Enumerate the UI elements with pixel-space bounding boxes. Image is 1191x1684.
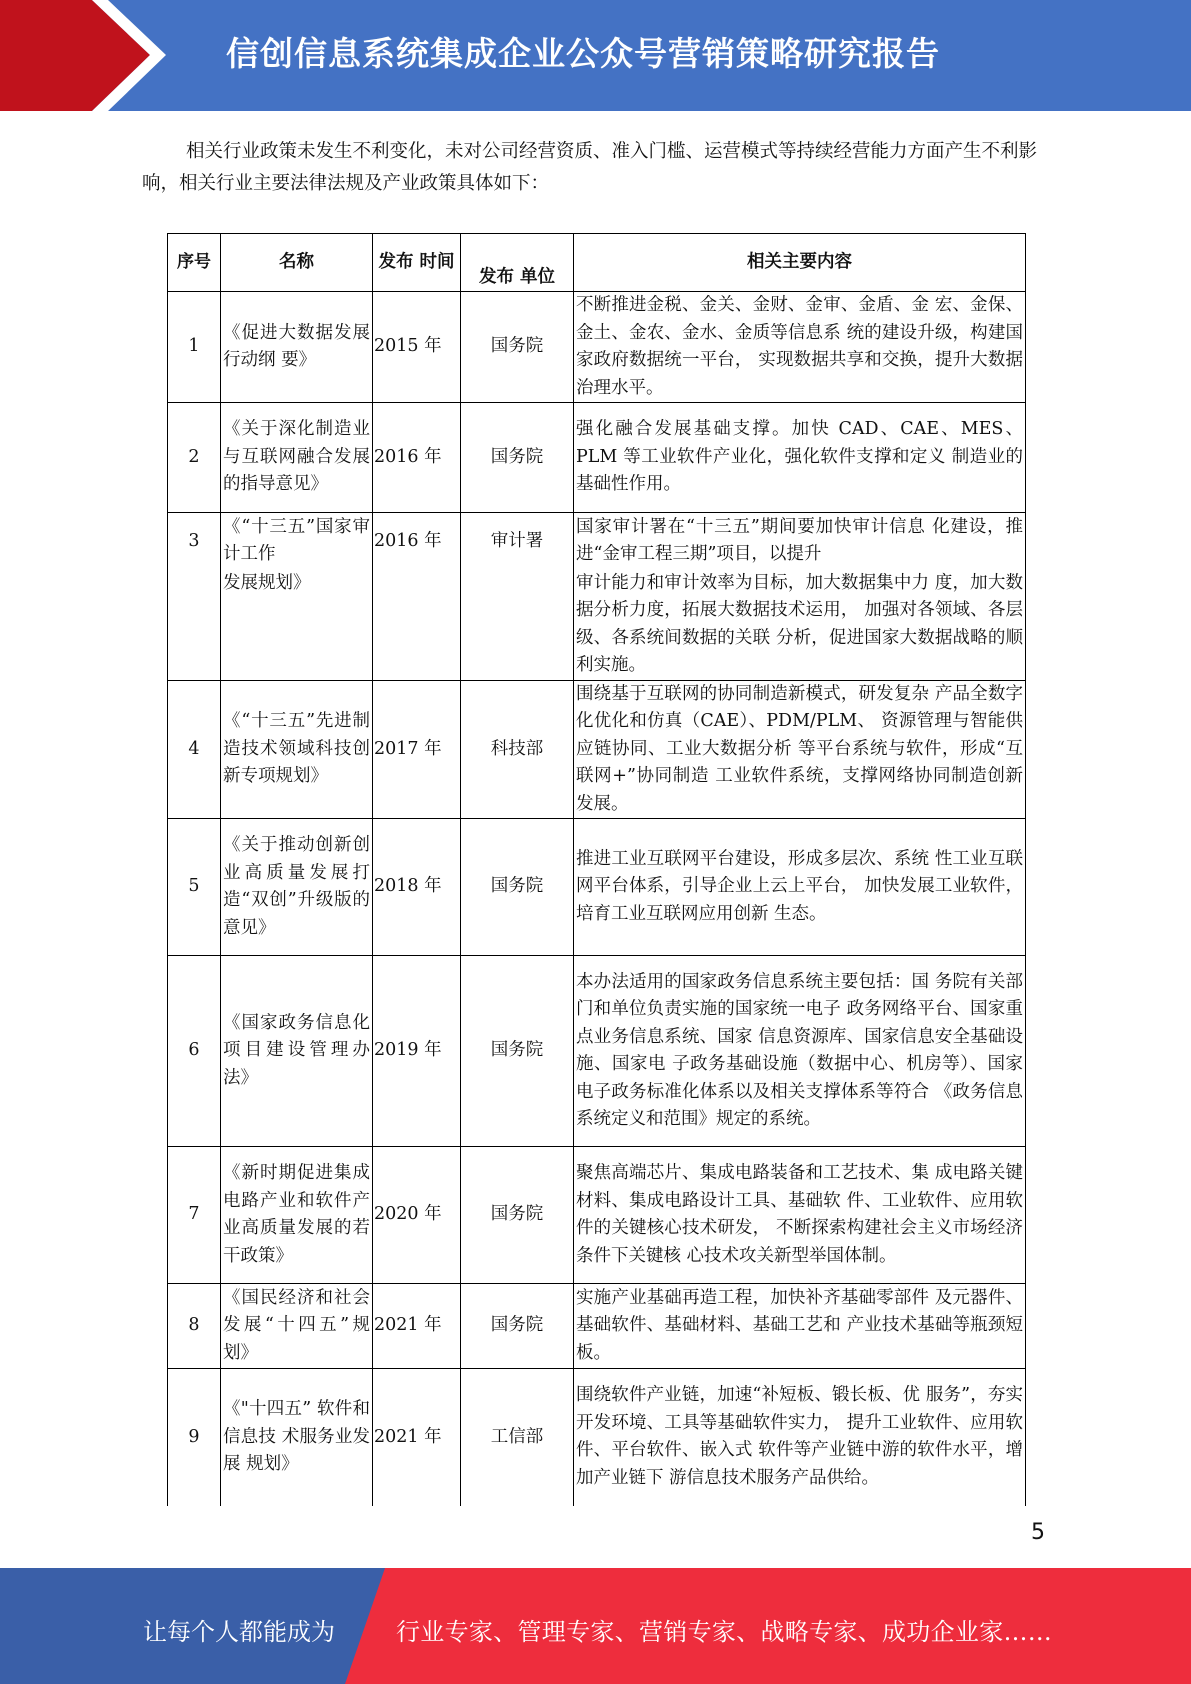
row-content: 推进工业互联网平台建设，形成多层次、系统 性工业互联网平台体系，引导企业上云上平台， 加快发展工业软件，培育工业互联网应用创新 生态。 <box>574 819 1026 956</box>
row-name: 《国民经济和社会发展“十四五”规划》 <box>221 1284 373 1369</box>
header-date: 发布 时间 <box>373 234 461 292</box>
row-unit: 国务院 <box>461 956 574 1147</box>
row-unit: 审计署 <box>461 513 574 570</box>
row-unit: 国务院 <box>461 1284 574 1369</box>
table-row <box>168 1147 1026 1284</box>
row-content: 不断推进金税、金关、金财、金审、金盾、金 宏、金保、金土、金农、金水、金质等信息系 统的建设升级，构建国家政府数据统一平台， 实现数据共享和交换，提升大数据治理水平。 <box>574 292 1026 403</box>
footer-slogan-right: 行业专家、管理专家、营销专家、战略专家、成功企业家…… <box>396 1618 1053 1646</box>
footer-slogan-left: 让每个人都能成为 <box>143 1618 335 1646</box>
row-unit: 国务院 <box>461 292 574 403</box>
row-content: 国家审计署在“十三五”期间要加快审计信息 化建设，推进“金审工程三期”项目，以提升 <box>574 513 1026 570</box>
table-header-row <box>168 234 1026 292</box>
row-seq: 2 <box>168 403 221 513</box>
header-seq: 序号 <box>168 234 221 292</box>
row-year: 2018 年 <box>373 819 461 956</box>
row-name: 《“十三五”国家审计工作 <box>221 513 373 570</box>
header-banner <box>0 0 1191 111</box>
row-year: 2020 年 <box>373 1147 461 1284</box>
table-row <box>168 292 1026 403</box>
row-year: 2016 年 <box>373 403 461 513</box>
table-row <box>168 680 1026 819</box>
row-seq: 4 <box>168 680 221 819</box>
row-unit: 科技部 <box>461 680 574 819</box>
header-name: 名称 <box>221 234 373 292</box>
row-seq: 9 <box>168 1369 221 1506</box>
row-seq: 5 <box>168 819 221 956</box>
policy-table <box>167 233 1026 1506</box>
row-seq: 1 <box>168 292 221 403</box>
footer-banner <box>0 1568 1191 1684</box>
table-row <box>168 819 1026 956</box>
row-unit: 国务院 <box>461 1147 574 1284</box>
row-seq <box>168 570 221 681</box>
row-year: 2017 年 <box>373 680 461 819</box>
row-content: 审计能力和审计效率为目标，加大数据集中力 度，加大数据分析力度，拓展大数据技术运用， 加强对各领域、各层级、各系统间数据的关联 分析，促进国家大数据战略的顺利实施。 <box>574 570 1026 681</box>
table-row <box>168 1369 1026 1506</box>
row-content: 本办法适用的国家政务信息系统主要包括：国 务院有关部门和单位负责实施的国家统一电子 政务网络平台、国家重点业务信息系统、国家 信息资源库、国家信息安全基础设施、国家电 子政务基础设施（数据中心、机房等）、国家 电子政务标准化体系以及相关支撑体系等符合 《政务信息系统定义和范围》规定的系统。 <box>574 956 1026 1147</box>
table-row <box>168 513 1026 570</box>
table-row-continued <box>168 570 1026 681</box>
header-unit: 发布 单位 <box>461 234 574 292</box>
row-year: 2015 年 <box>373 292 461 403</box>
row-content: 实施产业基础再造工程，加快补齐基础零部件 及元器件、基础软件、基础材料、基础工艺和 产业技术基础等瓶颈短板。 <box>574 1284 1026 1369</box>
intro-paragraph: 相关行业政策未发生不利变化，未对公司经营资质、准入门槛、运营模式等持续经营能力方面产生不利影响，相关行业主要法律法规及产业政策具体如下： <box>142 141 1038 194</box>
row-year: 2021 年 <box>373 1369 461 1506</box>
row-year: 2021 年 <box>373 1284 461 1369</box>
row-unit <box>461 570 574 681</box>
header-content: 相关主要内容 <box>574 234 1026 292</box>
table-row <box>168 403 1026 513</box>
row-seq: 6 <box>168 956 221 1147</box>
row-year: 2019 年 <box>373 956 461 1147</box>
row-name: 《促进大数据发展行动纲 要》 <box>221 292 373 403</box>
row-name: 《国家政务信息化项目建设管理办法》 <box>221 956 373 1147</box>
row-unit: 国务院 <box>461 819 574 956</box>
table-row <box>168 956 1026 1147</box>
row-name: 《“十三五”先进制造技术领域科技创新专项规划》 <box>221 680 373 819</box>
row-content: 强化融合发展基础支撑。加快 CAD、CAE、MES、PLM 等工业软件产业化，强化软件支撑和定义 制造业的基础性作用。 <box>574 403 1026 513</box>
row-name: 《新时期促进集成电路产业和软件产业高质量发展的若干政策》 <box>221 1147 373 1284</box>
row-unit: 工信部 <box>461 1369 574 1506</box>
row-year <box>373 570 461 681</box>
row-content: 围绕软件产业链，加速“补短板、锻长板、优 服务”，夯实开发环境、工具等基础软件实力， 提升工业软件、应用软件、平台软件、嵌入式 软件等产业链中游的软件水平，增加产业链下 游信息技术服务产品供给。 <box>574 1369 1026 1506</box>
row-name: 《"十四五” 软件和信息技 术服务业发展 规划》 <box>221 1369 373 1506</box>
row-name: 发展规划》 <box>221 570 373 681</box>
table-row <box>168 1284 1026 1369</box>
row-seq: 8 <box>168 1284 221 1369</box>
row-seq: 3 <box>168 513 221 570</box>
row-year: 2016 年 <box>373 513 461 570</box>
row-unit: 国务院 <box>461 403 574 513</box>
page-number: 5 <box>1031 1520 1045 1545</box>
row-content: 聚焦高端芯片、集成电路装备和工艺技术、集 成电路关键材料、集成电路设计工具、基础软 件、工业软件、应用软件的关键核心技术研发， 不断探索构建社会主义市场经济条件下关键核 心技术攻关新型举国体制。 <box>574 1147 1026 1284</box>
row-content: 围绕基于互联网的协同制造新模式，研发复杂 产品全数字化优化和仿真（CAE）、PDM/PLM、 资源管理与智能供应链协同、工业大数据分析 等平台系统与软件，形成“互联网+”协同制造 工业软件系统，支撑网络协同制造创新发展。 <box>574 680 1026 819</box>
row-name: 《关于推动创新创业高质量发展打造“双创”升级版的意见》 <box>221 819 373 956</box>
page-title: 信创信息系统集成企业公众号营销策略研究报告 <box>226 34 940 73</box>
row-seq: 7 <box>168 1147 221 1284</box>
row-name: 《关于深化制造业与互联网融合发展的指导意见》 <box>221 403 373 513</box>
